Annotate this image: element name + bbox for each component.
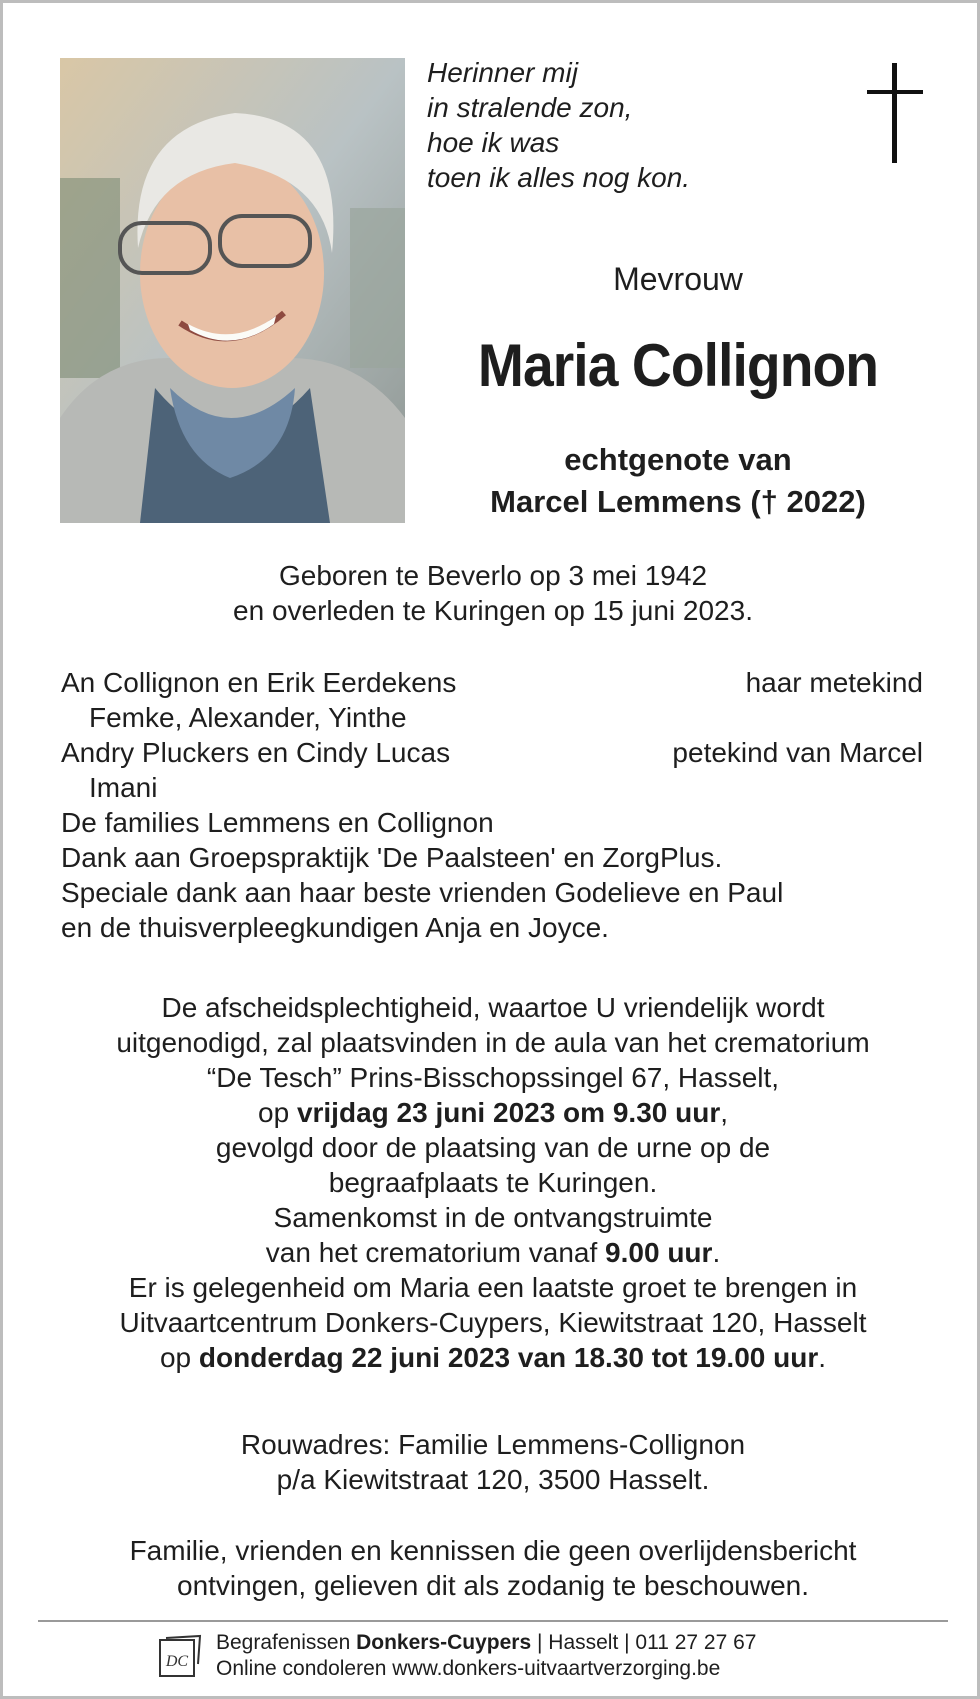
ceremony-date-line	[3, 1095, 980, 1130]
birth-line: Geboren te Beverlo op 3 mei 1942	[278, 560, 708, 591]
family-name: De families Lemmens en Collignon	[61, 807, 494, 838]
family-row	[61, 665, 923, 700]
text: ,	[720, 1097, 728, 1128]
ceremony-line: Uitvaartcentrum Donkers-Cuypers, Kiewitstraat 120, Hasselt	[119, 1307, 867, 1338]
poem-line: hoe ik was	[427, 127, 560, 158]
birth-death-dates	[3, 558, 980, 628]
ceremony-line: De afscheidsplechtigheid, waartoe U vriendelijk wordt	[161, 992, 825, 1023]
notice-line: Familie, vrienden en kennissen die geen overlijdensbericht	[129, 1535, 857, 1566]
ceremony-line: uitgenodigd, zal plaatsvinden in de aula van het crematorium	[116, 1027, 870, 1058]
ceremony-details	[3, 990, 980, 1375]
company-details: | Hasselt | 011 27 27 67	[531, 1631, 757, 1654]
text: op	[258, 1097, 297, 1128]
poem-line: toen ik alles nog kon.	[427, 162, 691, 193]
poem-line: Herinner mij	[427, 57, 578, 88]
family-name: An Collignon en Erik Eerdekens	[61, 667, 457, 698]
address-line: p/a Kiewitstraat 120, 3500 Hasselt.	[276, 1464, 710, 1495]
deceased-name: Maria Collignon	[477, 332, 879, 399]
visitation-datetime: donderdag 22 juni 2023 van 18.30 tot 19.00 uur	[198, 1342, 819, 1373]
funeral-home-logo-icon	[158, 1634, 202, 1678]
family-row	[61, 875, 923, 910]
family-row	[61, 770, 923, 805]
thanks-line: Dank aan Groepspraktijk 'De Paalsteen' en ZorgPlus.	[61, 842, 723, 873]
text: .	[818, 1342, 827, 1373]
notice-line: ontvingen, gelieven dit als zodanig te beschouwen.	[177, 1570, 809, 1601]
notice	[3, 1533, 980, 1603]
address-line: Rouwadres: Familie Lemmens-Collignon	[240, 1429, 746, 1460]
text: op	[159, 1342, 199, 1373]
poem	[427, 55, 690, 195]
ceremony-line: “De Tesch” Prins-Bisschopssingel 67, Hasselt,	[206, 1062, 780, 1093]
family-relation: petekind van Marcel	[672, 737, 923, 768]
footer	[158, 1626, 828, 1686]
honorific: Mevrouw	[613, 261, 743, 297]
family-name: Andry Pluckers en Cindy Lucas	[61, 737, 451, 768]
thanks-line: en de thuisverpleegkundigen Anja en Joyce.	[61, 912, 609, 943]
ceremony-line: gevolgd door de plaatsing van de urne op de	[215, 1132, 771, 1163]
family-relation: haar metekind	[745, 667, 923, 698]
ceremony-line: begraafplaats te Kuringen.	[328, 1167, 658, 1198]
mourning-address	[3, 1427, 980, 1497]
family-list	[61, 665, 923, 945]
ceremony-datetime: vrijdag 23 juni 2023 om 9.30 uur	[296, 1097, 721, 1128]
gathering-time-line	[3, 1235, 980, 1270]
poem-line: in stralende zon,	[427, 92, 633, 123]
family-name: Femke, Alexander, Yinthe	[89, 702, 407, 733]
ceremony-line: Er is gelegenheid om Maria een laatste groet te brengen in	[128, 1272, 858, 1303]
online-condolence: Online condoleren www.donkers-uitvaartverzorging.be	[216, 1657, 721, 1680]
logo-text: DC	[165, 1653, 189, 1670]
gathering-time: 9.00 uur	[605, 1237, 713, 1268]
family-row	[61, 910, 923, 945]
thanks-line: Speciale dank aan haar beste vrienden Godelieve en Paul	[61, 877, 784, 908]
family-row	[61, 840, 923, 875]
text: Begrafenissen	[216, 1631, 357, 1654]
family-row	[61, 735, 923, 770]
cross-icon	[867, 63, 923, 163]
spouse-line: echtgenote van	[564, 442, 792, 477]
company-name: Donkers-Cuypers	[356, 1631, 532, 1654]
family-name: Imani	[89, 772, 158, 803]
text: van het crematorium vanaf	[265, 1237, 606, 1268]
spouse-name: Marcel Lemmens († 2022)	[490, 484, 866, 519]
death-line: en overleden te Kuringen op 15 juni 2023.	[233, 595, 753, 626]
family-row	[61, 805, 923, 840]
company-line	[216, 1630, 757, 1656]
text: .	[712, 1237, 721, 1268]
footer-text	[216, 1630, 757, 1682]
portrait-photo	[60, 58, 405, 523]
ceremony-line: Samenkomst in de ontvangstruimte	[273, 1202, 713, 1233]
visitation-line	[3, 1340, 980, 1375]
footer-divider	[38, 1620, 948, 1622]
family-row	[61, 700, 923, 735]
spouse-info	[423, 439, 933, 523]
